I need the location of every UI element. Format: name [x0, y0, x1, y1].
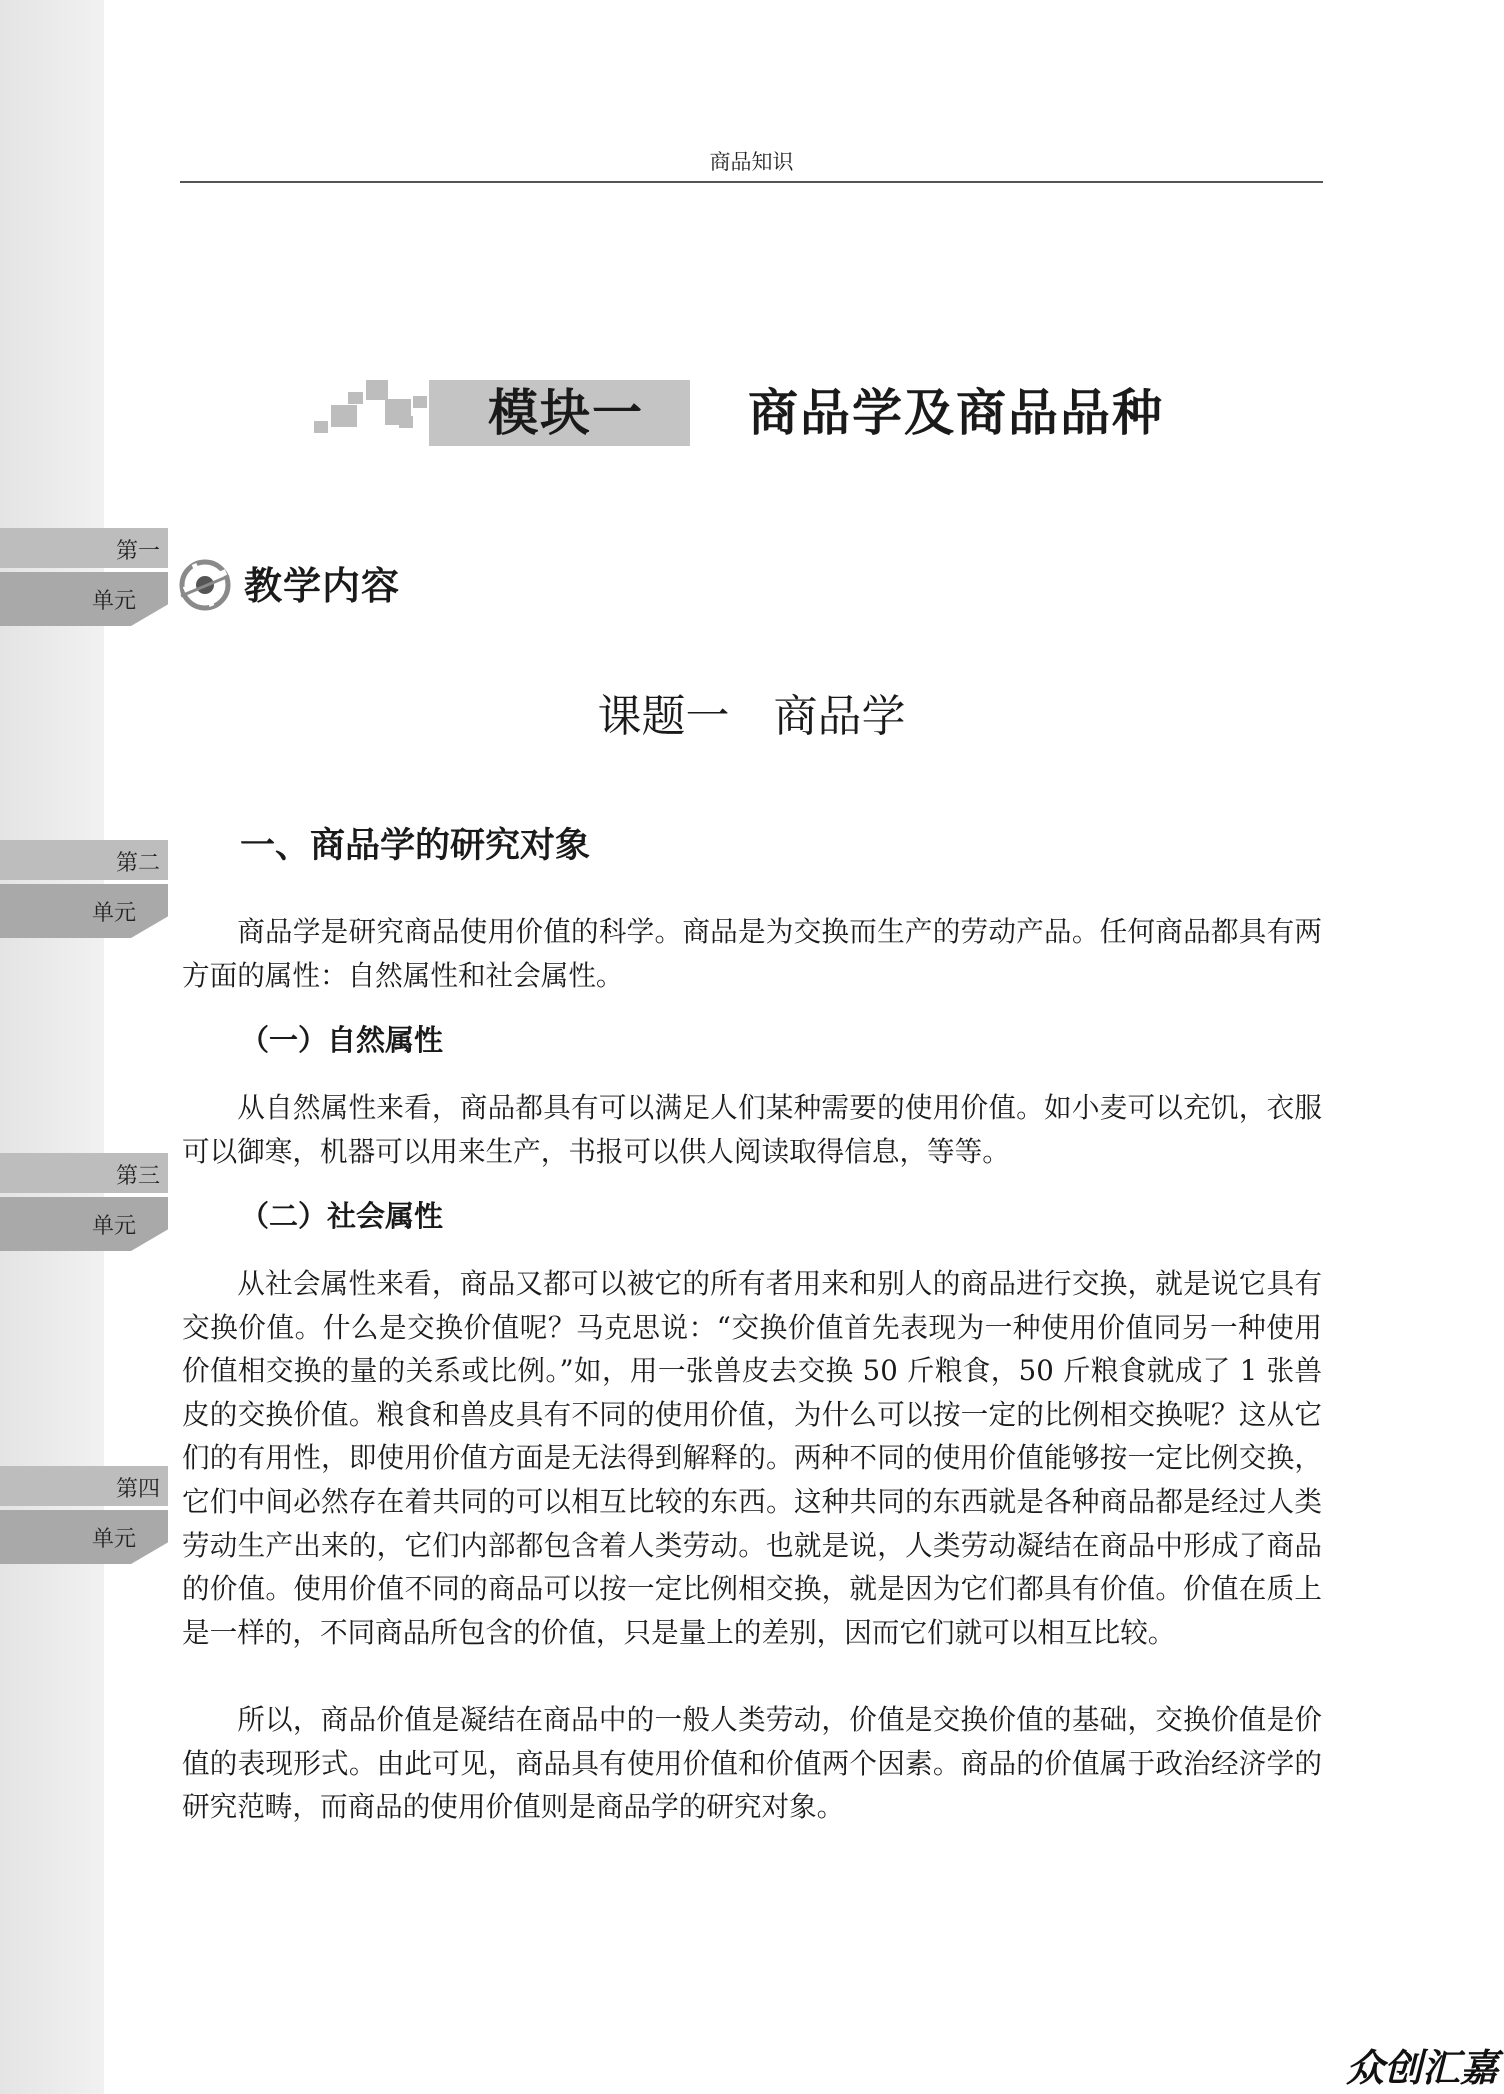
heading-study-object: 一、商品学的研究对象: [240, 825, 591, 866]
module-label: 模块一: [488, 384, 644, 442]
paragraph-social: 从社会属性来看，商品又都可以被它的所有者用来和别人的商品进行交换，就是说它具有交换价值。什么是交换价值呢？马克思说：“交换价值首先表现为一种使用价值同另一种使用价值相交换的量的关系或比例。”如，用一张兽皮去交换 50 斤粮食，50 斤粮食就成了 1 张兽皮的交换价值。粮食和兽皮具有不同的使用价值，为什么可以按一定的比例相交换呢？这从它们的有用性，即使用价值方面是无法得到解释的。两种不同的使用价值能够按一定比例交换，它们中间必然存在着共同的可以相互比较的东西。这种共同的东西就是各种商品都是经过人类劳动生产出来的，它们内部都包含着人类劳动。也就是说，人类劳动凝结在商品中形成了商品的价值。使用价值不同的商品可以按一定比例相交换，就是因为它们都具有价值。价值在质上是一样的，不同商品所包含的价值，只是量上的差别，因而它们就可以相互比较。: [182, 1267, 1322, 1649]
unit-tab-1[interactable]: [0, 528, 168, 626]
unit-tab-label: 单元: [91, 1527, 136, 1552]
paragraph-conclusion: 所以，商品价值是凝结在商品中的一般人类劳动，价值是交换价值的基础，交换价值是价值的表现形式。由此可见，商品具有使用价值和价值两个因素。商品的价值属于政治经济学的研究范畴，而商品的使用价值则是商品学的研究对象。: [182, 1703, 1322, 1824]
paragraph-intro: 商品学是研究商品使用价值的科学。商品是为交换而生产的劳动产品。任何商品都具有两方面的属性：自然属性和社会属性。: [182, 915, 1322, 992]
heading-natural-attribute: （一）自然属性: [240, 1023, 444, 1057]
decor-block: [331, 405, 357, 427]
unit-tab-number: 第四: [115, 1477, 160, 1502]
module-title: 商品学及商品品种: [748, 384, 1164, 442]
decor-block: [314, 421, 328, 433]
running-title: 商品知识: [709, 150, 794, 174]
unit-tab-number: 第三: [115, 1164, 160, 1189]
side-strip: [0, 0, 104, 2094]
unit-tab-4[interactable]: [0, 1466, 168, 1564]
unit-tab-2[interactable]: [0, 840, 168, 938]
topic-title: 课题一 商品学: [597, 691, 906, 742]
unit-tab-label: 单元: [91, 589, 136, 614]
header-rule: [180, 181, 1323, 183]
watermark-logo: 众创汇嘉: [1345, 2046, 1498, 2090]
paragraph-natural: 从自然属性来看，商品都具有可以满足人们某种需要的使用价值。如小麦可以充饥，衣服可以御寒，机器可以用来生产，书报可以供人阅读取得信息，等等。: [182, 1091, 1322, 1168]
decor-block: [348, 392, 363, 404]
unit-tab-number: 第一: [115, 539, 160, 564]
unit-tab-label: 单元: [91, 901, 136, 926]
section-title: 教学内容: [244, 564, 401, 608]
unit-tab-number: 第二: [115, 851, 160, 876]
unit-tab-3[interactable]: [0, 1153, 168, 1251]
globe-icon: [178, 558, 232, 612]
decor-block: [413, 396, 427, 408]
decor-block: [366, 380, 388, 400]
heading-social-attribute: （二）社会属性: [240, 1199, 444, 1233]
decor-block: [399, 416, 413, 428]
unit-tab-label: 单元: [91, 1214, 136, 1239]
